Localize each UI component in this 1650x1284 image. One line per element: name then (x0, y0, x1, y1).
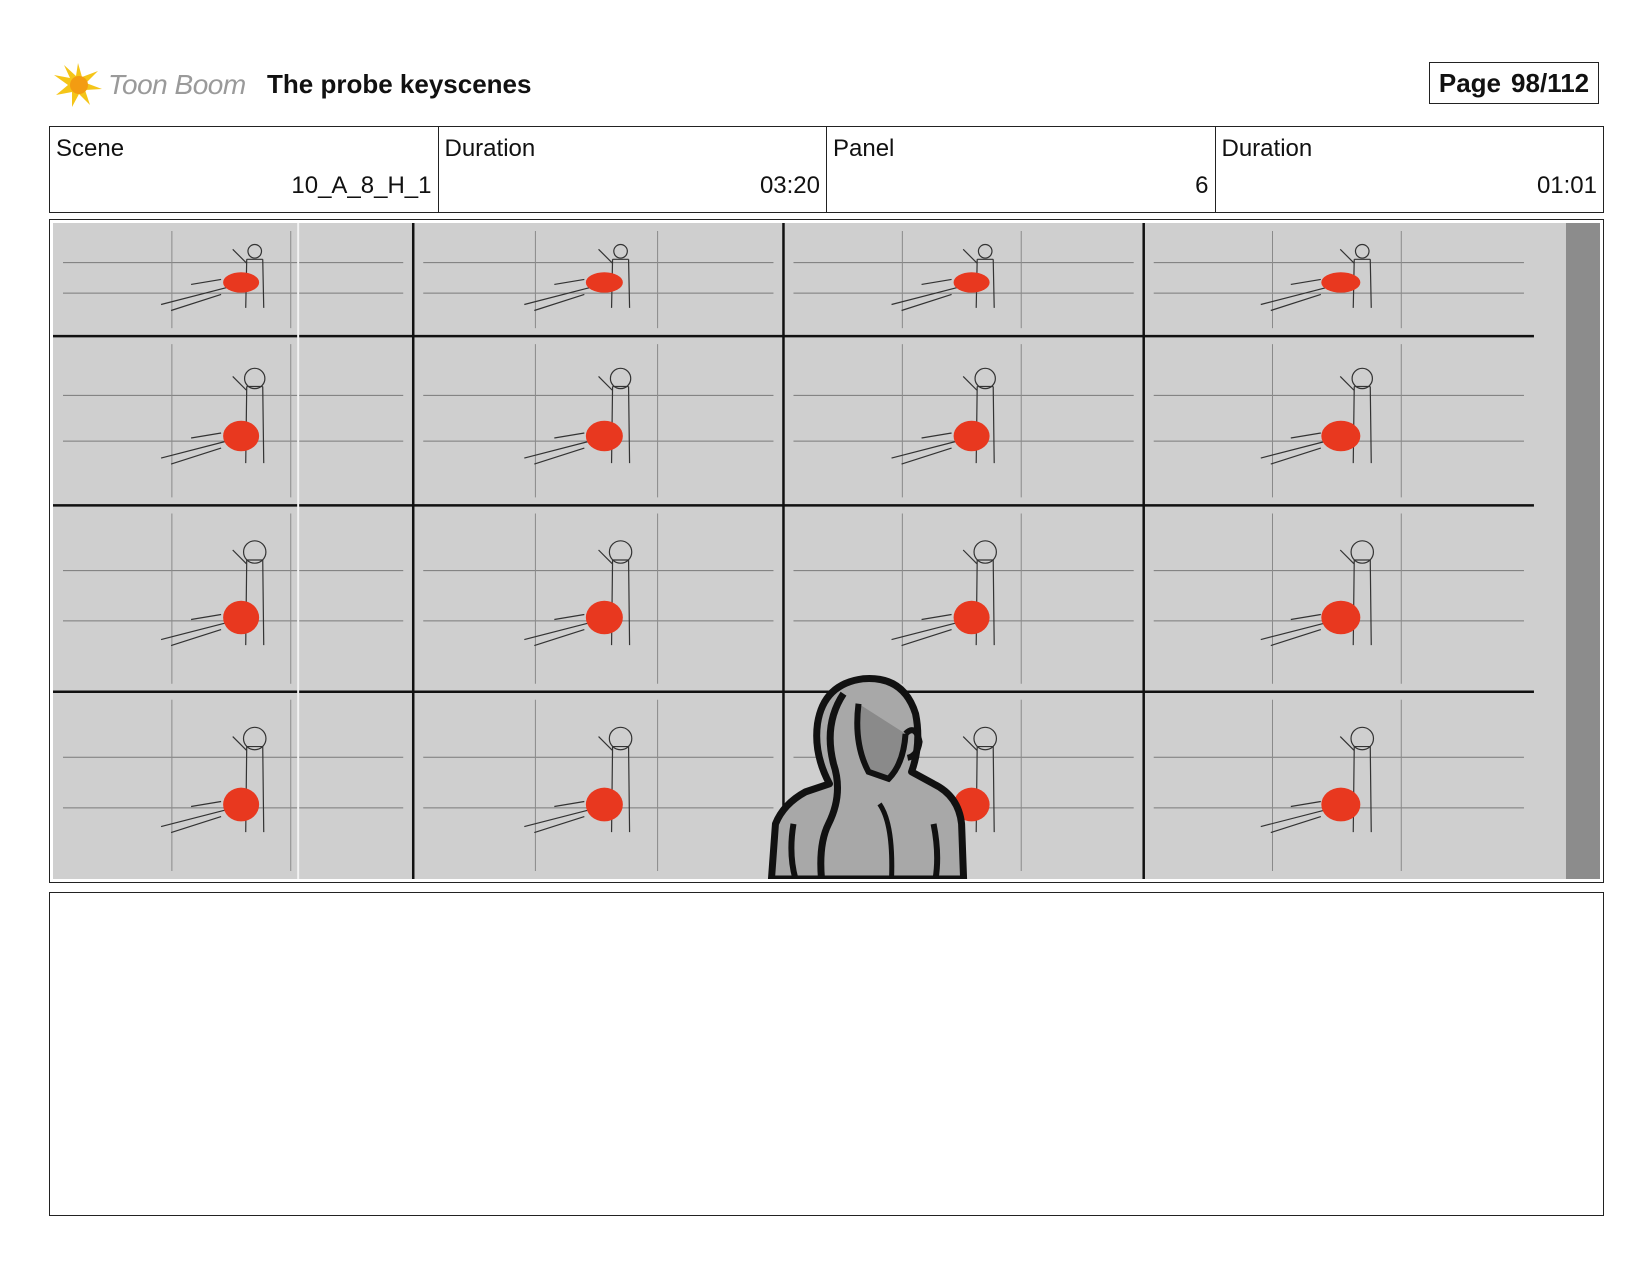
scene-duration-cell (439, 127, 828, 212)
panel-duration-cell (1216, 127, 1604, 212)
storyboard-panel-frame (49, 219, 1604, 883)
red-splash (1321, 788, 1360, 822)
toon-boom-star-icon (52, 59, 104, 111)
red-splash (223, 601, 259, 635)
panel-value: 6 (1195, 172, 1209, 199)
brand-name: Toon Boom (108, 69, 246, 100)
red-splash (223, 421, 259, 451)
scene-info-table (49, 126, 1604, 213)
storyboard-sketch-wall-of-monitors (53, 223, 1600, 879)
red-splash (1321, 272, 1360, 292)
scene-duration-label: Duration (444, 135, 536, 162)
scene-label: Scene (56, 135, 125, 162)
page-number: 98/112 (1511, 68, 1590, 98)
red-splash (954, 272, 990, 292)
scene-value: 10_A_8_H_1 (291, 172, 432, 199)
red-splash (586, 788, 623, 822)
panel-duration-value: 01:01 (1536, 172, 1597, 199)
red-splash (954, 421, 990, 451)
scene-duration-value: 03:20 (759, 172, 820, 199)
red-splash (586, 421, 623, 451)
red-splash (586, 601, 623, 635)
red-splash (586, 272, 623, 292)
wall-edge-shadow (1566, 223, 1600, 879)
red-splash (1321, 601, 1360, 635)
red-splash (1321, 421, 1360, 451)
red-splash (223, 272, 259, 292)
page-label: Page (1438, 68, 1502, 98)
panel-label: Panel (833, 135, 895, 162)
document-title: The probe keyscenes (267, 69, 532, 99)
panel-duration-label: Duration (1221, 135, 1313, 162)
panel-notes-box (49, 892, 1604, 1216)
red-splash (223, 788, 259, 822)
panel-cell (827, 127, 1216, 212)
storyboard-header (52, 55, 1604, 115)
page-indicator (1429, 62, 1599, 104)
scene-cell (50, 127, 439, 212)
red-splash (954, 601, 990, 635)
